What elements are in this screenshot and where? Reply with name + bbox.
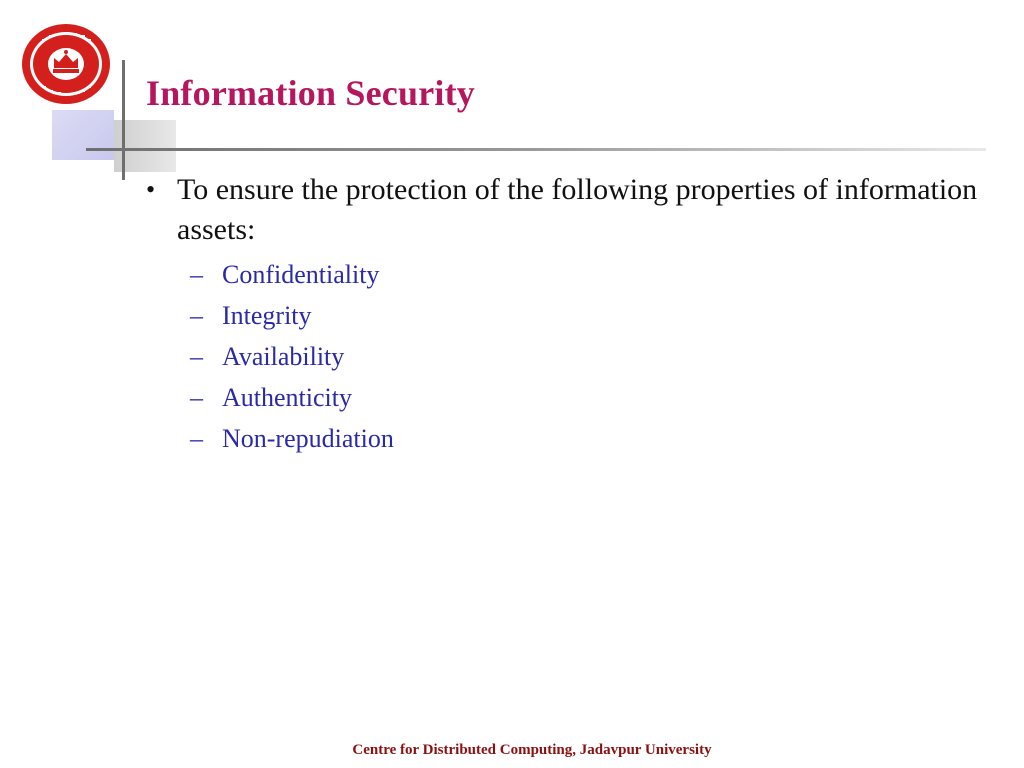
decorative-horizontal-line	[86, 148, 986, 151]
list-item-non-repudiation	[190, 418, 986, 459]
dash-marker: –	[190, 301, 203, 330]
list-item-confidentiality	[190, 254, 986, 295]
decorative-vertical-line	[122, 60, 125, 180]
list-item-label: Authenticity	[222, 383, 352, 412]
bullet-text: To ensure the protection of the following properties of information assets:	[177, 173, 978, 246]
dash-marker: –	[190, 342, 203, 371]
dash-marker: –	[190, 424, 203, 453]
list-item-label: Non-repudiation	[222, 424, 394, 453]
dash-marker: –	[190, 260, 203, 289]
list-item-integrity	[190, 295, 986, 336]
property-list	[146, 254, 986, 459]
list-item-availability	[190, 336, 986, 377]
list-item-label: Availability	[222, 342, 345, 371]
slide-footer: Centre for Distributed Computing, Jadavpur University	[352, 742, 712, 758]
slide-content	[146, 170, 986, 459]
university-seal-icon	[20, 22, 112, 106]
dash-marker: –	[190, 383, 203, 412]
decorative-square-lavender	[52, 110, 114, 160]
bullet-item	[146, 170, 986, 250]
bullet-marker: •	[146, 175, 156, 204]
list-item-label: Integrity	[222, 301, 312, 330]
list-item-label: Confidentiality	[222, 260, 380, 289]
slide-title: Information Security	[146, 73, 475, 113]
list-item-authenticity	[190, 377, 986, 418]
